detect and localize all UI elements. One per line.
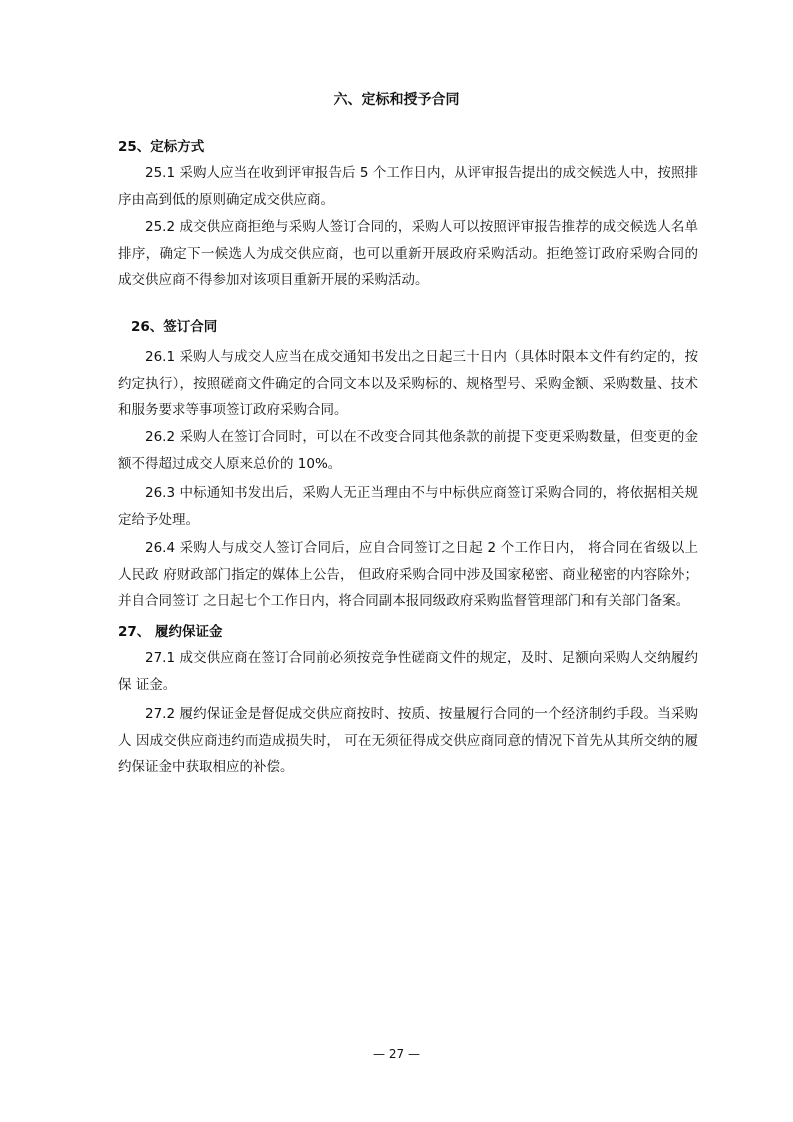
paragraph-27-1: 27.1 成交供应商在签订合同前必须按竞争性磋商文件的规定，及时、足额向采购人交纳履约保 证金。 [118,650,698,693]
paragraph-26-1: 26.1 采购人与成交人应当在成交通知书发出之日起三十日内（具体时限本文件有约定的，按约定执行），按照磋商文件确定的合同文本以及采购标的、规格型号、采购金额、采购数量、技术和服务要求等事项签订政府采购合同。 [118,349,698,418]
section-heading-26: 26、签订合同 [131,319,218,335]
chapter-title: 六、定标和授予合同 [333,92,460,108]
paragraph-26-2: 26.2 采购人在签订合同时，可以在不改变合同其他条款的前提下变更采购数量，但变更的金额不得超过成交人原来总价的 10%。 [118,429,698,472]
page-number: — 27 — [373,1047,420,1061]
paragraph-25-1: 25.1 采购人应当在收到评审报告后 5 个工作日内，从评审报告提出的成交候选人中，按照排序由高到低的原则确定成交供应商。 [118,165,698,208]
section-heading-25: 25、定标方式 [118,139,205,155]
paragraph-26-3: 26.3 中标通知书发出后，采购人无正当理由不与中标供应商签订采购合同的，将依据相关规定给予处理。 [118,485,698,528]
section-heading-27: 27、 履约保证金 [118,624,223,640]
paragraph-25-2: 25.2 成交供应商拒绝与采购人签订合同的，采购人可以按照评审报告推荐的成交候选人名单排序，确定下一候选人为成交供应商，也可以重新开展政府采购活动。拒绝签订政府采购合同的成交供应商不得参加对该项目重新开展的采购活动。 [118,219,698,288]
paragraph-26-4: 26.4 采购人与成交人签订合同后，应自合同签订之日起 2 个工作日内， 将合同在省级以上人民政 府财政部门指定的媒体上公告， 但政府采购合同中涉及国家秘密、商业秘密的内容除外；并自合同签订 之日起七个工作日内，将合同副本报同级政府采购监督管理部门和有关部门备案。 [118,540,698,609]
paragraph-27-2: 27.2 履约保证金是督促成交供应商按时、按质、按量履行合同的一个经济制约手段。当采购人 因成交供应商违约而造成损失时， 可在无须征得成交供应商同意的情况下首先从其所交纳的履约保证金中获取相应的补偿。 [118,706,698,775]
